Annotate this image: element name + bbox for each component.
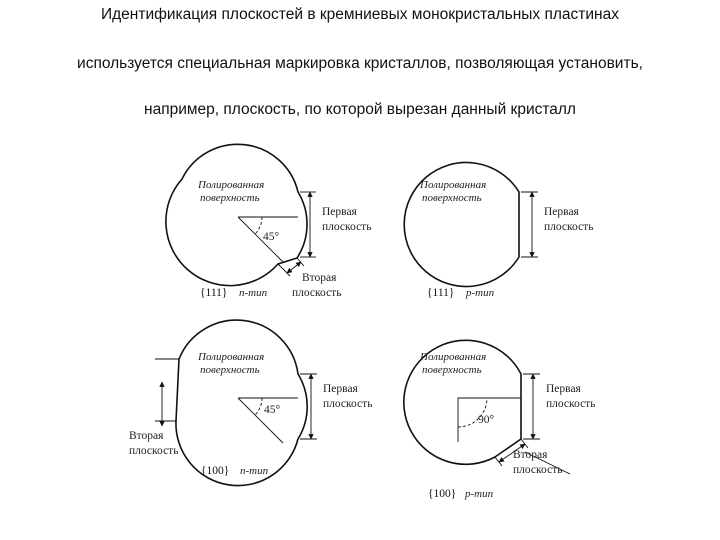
secondary-flat-label: Вторая <box>129 430 164 442</box>
surface-label: Полированная <box>420 179 487 191</box>
wafer-caption-index: {100} <box>428 488 457 500</box>
angle-label: 45° <box>264 404 281 416</box>
secondary-flat-label-2: плоскость <box>513 464 563 476</box>
wafer-caption-index: {111} <box>200 287 228 299</box>
wafer-caption-index: {100} <box>201 465 230 477</box>
surface-label-2: поверхность <box>422 192 482 204</box>
surface-label: Полированная <box>198 351 265 363</box>
primary-flat-label-2: плоскость <box>323 398 373 410</box>
wafer-caption-type: n-тип <box>239 287 268 299</box>
surface-label: Полированная <box>198 179 265 191</box>
primary-flat-label-2: плоскость <box>544 221 594 233</box>
title-line-3: например, плоскость, по которой вырезан данный кристалл <box>144 101 576 118</box>
surface-label-2: поверхность <box>200 364 260 376</box>
title-line-1: Идентификация плоскостей в кремниевых монокристальных пластинах <box>100 6 619 23</box>
title-line-2: используется специальная маркировка кристаллов, позволяющая установить, <box>77 55 643 72</box>
wafer-100-n <box>129 320 372 485</box>
secondary-flat-label: Вторая <box>513 449 548 461</box>
wafer-111-p <box>404 163 593 300</box>
wafer-caption-type: p-тип <box>466 287 495 299</box>
primary-flat-label: Первая <box>322 206 357 218</box>
surface-label-2: поверхность <box>200 192 260 204</box>
wafer-outline <box>166 144 307 285</box>
angle-label: 90° <box>478 414 495 426</box>
secondary-flat-label-2: плоскость <box>292 287 342 299</box>
primary-flat-label-2: плоскость <box>322 221 372 233</box>
angle-arc <box>255 398 262 415</box>
secondary-flat-dimension-line <box>287 262 301 273</box>
primary-flat-label: Первая <box>546 383 581 395</box>
primary-flat-label: Первая <box>323 383 358 395</box>
primary-flat-label: Первая <box>544 206 579 218</box>
wafer-100-p <box>404 340 596 500</box>
secondary-flat-label: Вторая <box>302 272 337 284</box>
wafer-caption-type: n-тип <box>240 465 269 477</box>
surface-label: Полированная <box>420 351 487 363</box>
surface-label-2: поверхность <box>422 364 482 376</box>
angle-label: 45° <box>263 231 280 243</box>
wafer-caption-index: {111} <box>427 287 455 299</box>
wafer-111-n <box>166 144 372 299</box>
wafer-caption-type: p-тип <box>465 488 494 500</box>
wafer-outline <box>176 320 307 485</box>
angle-arc <box>255 217 262 234</box>
secondary-flat-label-2: плоскость <box>129 445 179 457</box>
primary-flat-label-2: плоскость <box>546 398 596 410</box>
